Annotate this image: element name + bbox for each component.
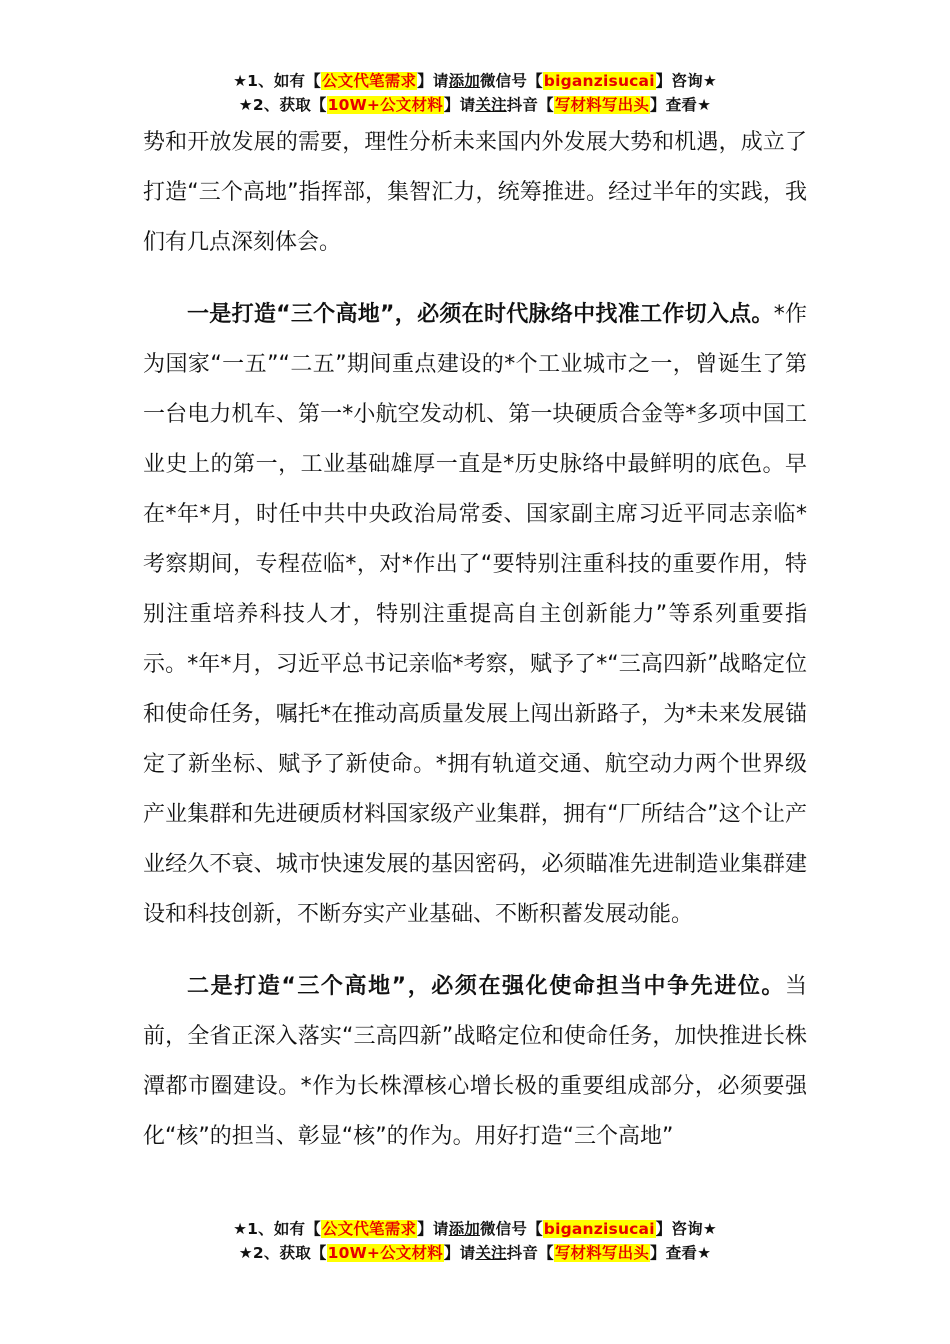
footer-banner xyxy=(0,1217,950,1265)
banner-text: 】请 xyxy=(443,96,476,114)
paragraph-continuation xyxy=(143,118,807,268)
paragraph-text: 当前，全省正深入落实“三高四新”战略定位和使命任务，加快推进长株潭都市圈建设。*作为长株潭核心增长极的重要组成部分，必须要强化“核”的担当、彰显“核”的作为。用好打造“三个高地” xyxy=(143,974,807,1149)
banner-douyin-id: 写材料写出头 xyxy=(554,96,650,114)
banner-text: 微信号【 xyxy=(479,72,543,90)
banner-text: 】请 xyxy=(443,1244,476,1262)
banner-line-2 xyxy=(0,93,950,117)
banner-text: ★2、获取【 xyxy=(238,96,327,114)
banner-text: 】请 xyxy=(417,1220,449,1238)
banner-text: 微信号【 xyxy=(479,1220,543,1238)
banner-text: 】咨询★ xyxy=(655,1220,717,1238)
banner-line-1 xyxy=(0,1217,950,1241)
paragraph-heading: 一是打造“三个高地”，必须在时代脉络中找准工作切入点。 xyxy=(187,302,774,327)
paragraph-point-two xyxy=(143,962,807,1162)
banner-line-2 xyxy=(0,1241,950,1265)
banner-highlight: 公文代笔需求 xyxy=(321,72,417,90)
banner-text: ★2、获取【 xyxy=(238,1244,327,1262)
banner-text: 】查看★ xyxy=(650,1244,712,1262)
banner-line-1 xyxy=(0,69,950,93)
paragraph-text: *作为国家“一五”“二五”期间重点建设的*个工业城市之一，曾诞生了第一台电力机车、第一*小航空发动机、第一块硬质合金等*多项中国工业史上的第一，工业基础雄厚一直是*历史脉络中最鲜明的底色。早在*年*月，时任中共中央政治局常委、国家副主席习近平同志亲临*考察期间，专程莅临*，对*作出了“要特别注重科技的重要作用，特别注重培养科技人才，特别注重提高自主创新能力”等系列重要指示。*年*月，习近平总书记亲临*考察，赋予了*“三高四新”战略定位和使命任务，嘱托*在推动高质量发展上闯出新路子，为*未来发展锚定了新坐标、赋予了新使命。*拥有轨道交通、航空动力两个世界级产业集群和先进硬质材料国家级产业集群，拥有“厂所结合”这个让产业经久不衰、城市快速发展的基因密码，必须瞄准先进制造业集群建设和科技创新，不断夯实产业基础、不断积蓄发展动能。 xyxy=(143,302,807,927)
banner-text: 】请 xyxy=(417,72,449,90)
banner-text: 抖音【 xyxy=(506,96,554,114)
banner-text: ★1、如有【 xyxy=(233,72,321,90)
paragraph-point-one xyxy=(143,290,807,940)
banner-underline: 添加 xyxy=(448,1220,480,1238)
header-banner xyxy=(0,69,950,117)
banner-highlight: 10W+公文材料 xyxy=(327,1244,443,1262)
banner-text: 】咨询★ xyxy=(655,72,717,90)
banner-underline: 关注 xyxy=(475,1244,507,1262)
banner-underline: 添加 xyxy=(448,72,480,90)
banner-underline: 关注 xyxy=(475,96,507,114)
banner-highlight: 10W+公文材料 xyxy=(327,96,443,114)
banner-highlight: 公文代笔需求 xyxy=(321,1220,417,1238)
banner-text: ★1、如有【 xyxy=(233,1220,321,1238)
banner-wechat-id: biganzisucai xyxy=(543,1220,655,1238)
paragraph-text: 势和开放发展的需要，理性分析未来国内外发展大势和机遇，成立了打造“三个高地”指挥部，集智汇力，统筹推进。经过半年的实践，我们有几点深刻体会。 xyxy=(143,130,807,255)
banner-wechat-id: biganzisucai xyxy=(543,72,655,90)
banner-text: 抖音【 xyxy=(506,1244,554,1262)
banner-text: 】查看★ xyxy=(650,96,712,114)
paragraph-heading: 二是打造“三个高地”，必须在强化使命担当中争先进位。 xyxy=(187,974,785,999)
banner-douyin-id: 写材料写出头 xyxy=(554,1244,650,1262)
document-body xyxy=(143,118,807,1162)
